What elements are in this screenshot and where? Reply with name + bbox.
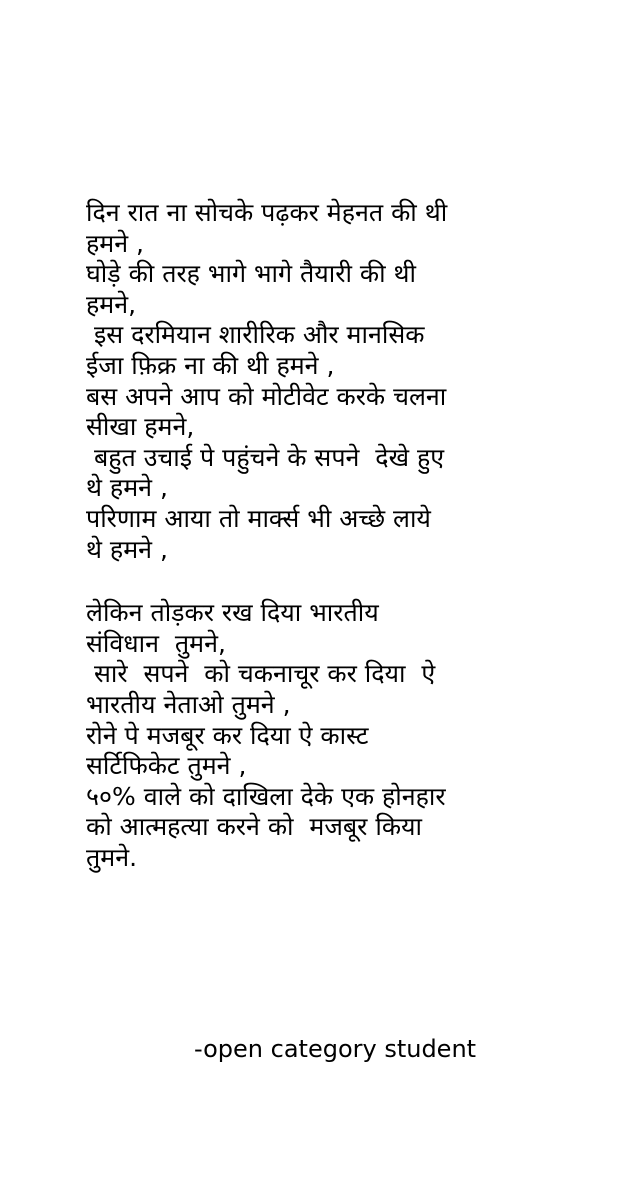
poem-line: भारतीय नेताओ तुमने , bbox=[86, 689, 291, 719]
poem-body bbox=[86, 198, 606, 873]
stanza-break bbox=[86, 565, 606, 598]
poem-line: ५०% वाले को दाखिला देके एक होनहार bbox=[86, 781, 446, 811]
poem-line: सीखा हमने, bbox=[86, 412, 195, 442]
poem-line: इस दरमियान शारीरिक और मानसिक bbox=[86, 320, 425, 350]
author-signature: -open category student bbox=[194, 1035, 477, 1063]
poem-line: बहुत उचाई पे पहुंचने के सपने देखे हुए bbox=[86, 442, 445, 472]
poem-line: संविधान तुमने, bbox=[86, 628, 226, 658]
poem-line: बस अपने आप को मोटीवेट करके चलना bbox=[86, 381, 447, 411]
poem-line: थे हमने , bbox=[86, 473, 168, 503]
poem-line: लेकिन तोड़कर रख दिया भारतीय bbox=[86, 598, 379, 628]
poem-line: दिन रात ना सोचके पढ़कर मेहनत की थी bbox=[86, 198, 448, 227]
poem-line: थे हमने , bbox=[86, 534, 168, 564]
poem-line: तुमने. bbox=[86, 842, 138, 872]
poem-line: परिणाम आया तो मार्क्स भी अच्छे लाये bbox=[86, 503, 431, 533]
poem-line: सारे सपने को चकनाचूर कर दिया ऐ bbox=[86, 659, 436, 689]
poem-line: हमने, bbox=[86, 289, 137, 319]
poem-line: सर्टिफिकेट तुमने , bbox=[86, 751, 247, 781]
poem-line: घोड़े की तरह भागे भागे तैयारी की थी bbox=[86, 259, 416, 289]
poem-line: रोने पे मजबूर कर दिया ऐ कास्ट bbox=[86, 720, 369, 750]
poem-line: हमने , bbox=[86, 228, 144, 258]
poem-line: को आत्महत्या करने को मजबूर किया bbox=[86, 812, 423, 842]
poem-line: ईजा फ़िक्र ना की थी हमने , bbox=[86, 350, 335, 380]
